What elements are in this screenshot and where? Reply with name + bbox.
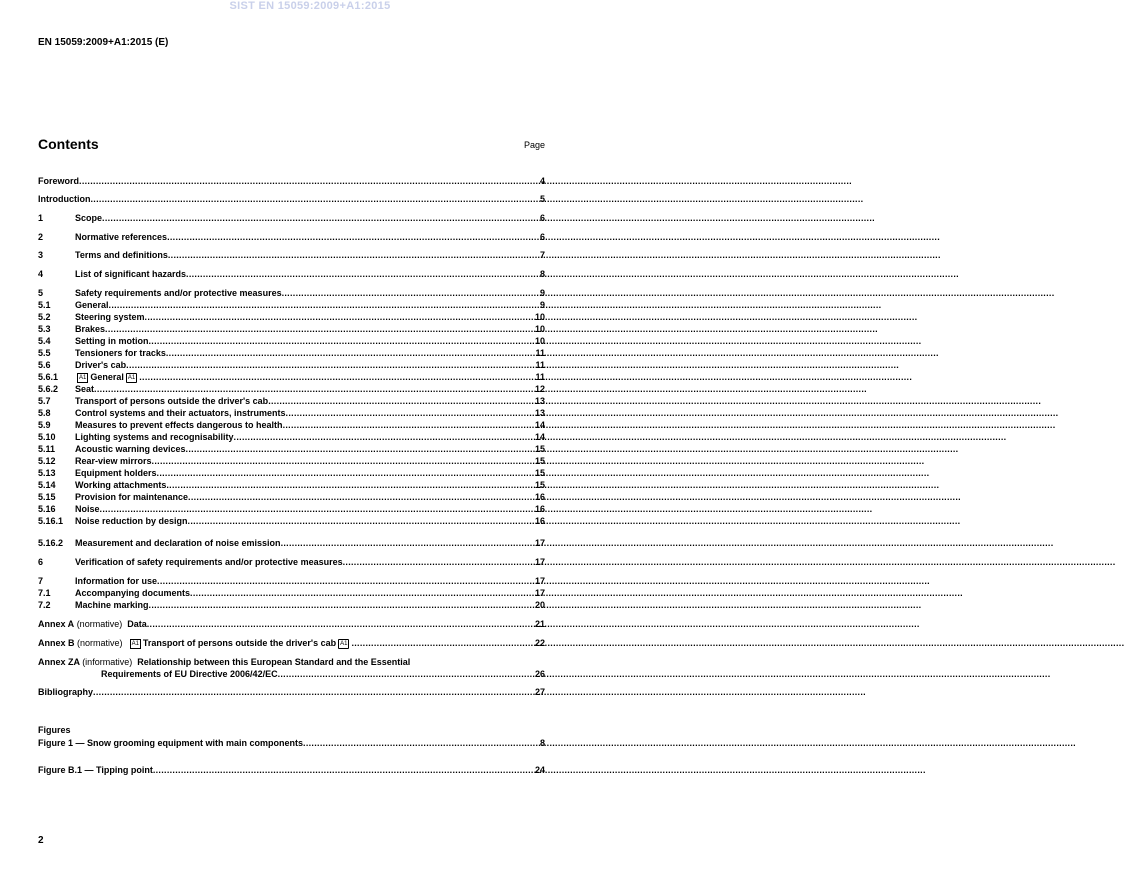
watermark: SIST EN 15059:2009+A1:2015	[229, 0, 391, 12]
toc-page: 17	[534, 576, 545, 586]
toc-page: 13	[534, 408, 545, 418]
toc-entry-5-7[interactable]	[38, 395, 545, 407]
toc-number: 5.6.1	[38, 372, 59, 382]
toc-title: Noise reduction by design	[75, 516, 188, 526]
contents-heading: Contents	[38, 136, 99, 152]
toc-page: 8	[539, 738, 545, 748]
toc-number: 5.15	[38, 492, 56, 502]
toc-title: Safety requirements and/or protective measures	[75, 288, 282, 298]
toc-page: 11	[535, 360, 545, 370]
toc-title: Foreword	[38, 176, 80, 186]
page-number: 2	[38, 835, 44, 846]
toc-number: 5.9	[38, 420, 51, 430]
toc-entry-5-10[interactable]	[38, 431, 545, 443]
toc-page: 16	[534, 504, 545, 514]
toc-entry-5-11[interactable]	[38, 443, 545, 455]
annex-type: (normative)	[76, 619, 123, 629]
toc-title: General	[90, 372, 124, 382]
toc-entry-annex-b[interactable]	[38, 637, 545, 649]
toc-entry-5-15[interactable]	[38, 491, 545, 503]
amendment-start-marker: A1	[131, 641, 139, 647]
annex-type: (normative)	[77, 638, 123, 648]
toc-title: Steering system	[75, 312, 145, 322]
toc-title: Terms and definitions	[75, 250, 168, 260]
toc-page: 21	[534, 619, 545, 629]
toc-title: Brakes	[75, 324, 106, 334]
toc-page: 6	[539, 213, 545, 223]
toc-page: 22	[534, 638, 545, 648]
annex-label: Annex B	[38, 638, 75, 648]
toc-number: 5.11	[38, 444, 56, 454]
toc-entry-6[interactable]	[38, 556, 545, 568]
toc-title: Accompanying documents	[75, 588, 191, 598]
toc-page: 17	[534, 538, 545, 548]
toc-entry-7-2[interactable]	[38, 599, 545, 611]
toc-number: 2	[38, 232, 44, 242]
toc-number: 5.13	[38, 468, 56, 478]
toc-number: 7.1	[38, 588, 51, 598]
toc-number: 5.5	[38, 348, 51, 358]
toc-page: 11	[535, 372, 545, 382]
toc-number: 5.2	[38, 312, 51, 322]
toc-entry-5-4[interactable]	[38, 335, 545, 347]
toc-entry-5-6[interactable]	[38, 359, 545, 371]
toc-number: 5.12	[38, 456, 56, 466]
toc-entry-5-16-1[interactable]	[38, 515, 545, 527]
toc-title: Provision for maintenance	[75, 492, 189, 502]
toc-number: 5.6.2	[38, 384, 59, 394]
toc-entry-5-9[interactable]	[38, 419, 545, 431]
toc-title: Equipment holders	[75, 468, 157, 478]
toc-entry-3[interactable]	[38, 249, 545, 261]
toc-page: 15	[534, 444, 545, 454]
figure-title: Figure 1 — Snow grooming equipment with main components	[38, 738, 304, 748]
toc-title: Measures to prevent effects dangerous to health	[75, 420, 283, 430]
figure-title: Figure B.1 — Tipping point	[38, 765, 153, 775]
toc-number: 5.10	[38, 432, 56, 442]
toc-title: Normative references	[75, 232, 168, 242]
figures-heading: Figures	[38, 725, 71, 735]
toc-page: 27	[534, 687, 545, 697]
toc-title: Bibliography	[38, 687, 94, 697]
toc-number: 5.14	[38, 480, 56, 490]
toc-entry-5-8[interactable]	[38, 407, 545, 419]
toc-entry-annex-za-line2[interactable]	[38, 668, 545, 680]
toc-entry-figure-1[interactable]	[38, 737, 545, 749]
toc-entry-5-16-2[interactable]	[38, 537, 545, 549]
toc-page: 24	[534, 765, 545, 775]
toc-title: Noise	[75, 504, 100, 514]
annex-title-line1: Relationship between this European Standard and the Essential	[137, 657, 411, 667]
toc-number: 5.1	[38, 300, 51, 310]
toc-number: 5.16	[38, 504, 56, 514]
toc-number: 5.3	[38, 324, 51, 334]
toc-title: Transport of persons outside the driver's cab	[75, 396, 269, 406]
toc-page: 4	[539, 176, 545, 186]
toc-title: Measurement and declaration of noise emission	[75, 538, 281, 548]
toc-page: 14	[534, 420, 545, 430]
toc-page: 26	[534, 669, 545, 679]
annex-type: (informative)	[82, 657, 133, 667]
toc-page: 9	[539, 288, 545, 298]
toc-number: 7	[38, 576, 44, 586]
annex-label: Annex ZA	[38, 657, 80, 667]
toc-entry-5-14[interactable]	[38, 479, 545, 491]
annex-label: Annex A	[38, 619, 75, 629]
toc-entry-5-16[interactable]	[38, 503, 545, 515]
toc-title: Control systems and their actuators, instruments	[75, 408, 286, 418]
amendment-start-marker: A1	[79, 375, 87, 381]
toc-page: 7	[539, 250, 545, 260]
toc-number: 5	[38, 288, 44, 298]
toc-title: Information for use	[75, 576, 158, 586]
toc-entry-5-2[interactable]	[38, 311, 545, 323]
toc-page: 17	[534, 588, 545, 598]
toc-entry-5-3[interactable]	[38, 323, 545, 335]
toc-title: Acoustic warning devices	[75, 444, 186, 454]
annex-title: Data	[127, 619, 147, 629]
toc-page: 15	[534, 468, 545, 478]
toc-title: Verification of safety requirements and/or protective measures	[75, 557, 343, 567]
toc-entry-bibliography[interactable]	[38, 686, 545, 698]
toc-title: Tensioners for tracks	[75, 348, 166, 358]
toc-number: 5.8	[38, 408, 51, 418]
toc-title: Lighting systems and recognisability	[75, 432, 234, 442]
toc-entry-figure-b1[interactable]	[38, 764, 545, 776]
annex-title: Transport of persons outside the driver's cab	[142, 638, 337, 648]
toc-title: Introduction	[38, 194, 91, 204]
toc-title: Setting in motion	[75, 336, 149, 346]
toc-page: 10	[534, 336, 545, 346]
toc-entry-5-6-2[interactable]	[38, 383, 545, 395]
toc-entry-7-1[interactable]	[38, 587, 545, 599]
toc-page: 11	[535, 348, 545, 358]
toc-page: 9	[539, 300, 545, 310]
toc-title: Scope	[75, 213, 103, 223]
toc-number: 5.7	[38, 396, 51, 406]
toc-number: 3	[38, 250, 44, 260]
toc-title: Rear-view mirrors	[75, 456, 152, 466]
document-id: EN 15059:2009+A1:2015 (E)	[38, 37, 169, 48]
toc-title: Driver's cab	[75, 360, 127, 370]
annex-title-line2: Requirements of EU Directive 2006/42/EC	[101, 669, 278, 679]
toc-title: General	[75, 300, 109, 310]
toc-number: 5.16.1	[38, 516, 64, 526]
toc-entry-5[interactable]	[38, 287, 545, 299]
toc-entry-annex-za[interactable]	[38, 656, 545, 668]
toc-page: 20	[534, 600, 545, 610]
toc-entry-5-1[interactable]	[38, 299, 545, 311]
toc-page: 16	[534, 516, 545, 526]
toc-entry-4[interactable]	[38, 268, 545, 280]
toc-entry-annex-a[interactable]	[38, 618, 545, 630]
toc-page: 15	[534, 480, 545, 490]
amendment-end-marker: A1	[340, 641, 348, 647]
toc-page: 10	[534, 312, 545, 322]
toc-number: 5.4	[38, 336, 51, 346]
toc-page: 16	[534, 492, 545, 502]
toc-number: 5.16.2	[38, 538, 64, 548]
toc-number: 6	[38, 557, 44, 567]
toc-number: 4	[38, 269, 44, 279]
toc-page: 5	[539, 194, 545, 204]
amendment-end-marker: A1	[127, 375, 136, 381]
toc-title: Seat	[75, 384, 95, 394]
toc-entry-5-13[interactable]	[38, 467, 545, 479]
toc-page: 13	[534, 396, 545, 406]
toc-page: 8	[539, 269, 545, 279]
toc-entry-5-12[interactable]	[38, 455, 545, 467]
toc-entry-1[interactable]	[38, 212, 545, 224]
toc-page: 6	[539, 232, 545, 242]
toc-page: 12	[534, 384, 545, 394]
toc-page: 15	[534, 456, 545, 466]
toc-number: 7.2	[38, 600, 51, 610]
toc-entry-5-5[interactable]	[38, 347, 545, 359]
toc-title: Working attachments	[75, 480, 167, 490]
toc-page: 17	[534, 557, 545, 567]
toc-entry-foreword[interactable]	[38, 175, 545, 187]
toc-page: 10	[534, 324, 545, 334]
toc-number: 1	[38, 213, 44, 223]
toc-entry-5-6-1[interactable]	[38, 371, 545, 383]
toc-title: Machine marking	[75, 600, 149, 610]
toc-entry-introduction[interactable]	[38, 193, 545, 205]
toc-number: 5.6	[38, 360, 51, 370]
toc-entry-2[interactable]	[38, 231, 545, 243]
toc-page: 14	[534, 432, 545, 442]
page-column-label: Page	[523, 140, 545, 150]
toc-title: List of significant hazards	[75, 269, 187, 279]
toc-entry-7[interactable]	[38, 575, 545, 587]
